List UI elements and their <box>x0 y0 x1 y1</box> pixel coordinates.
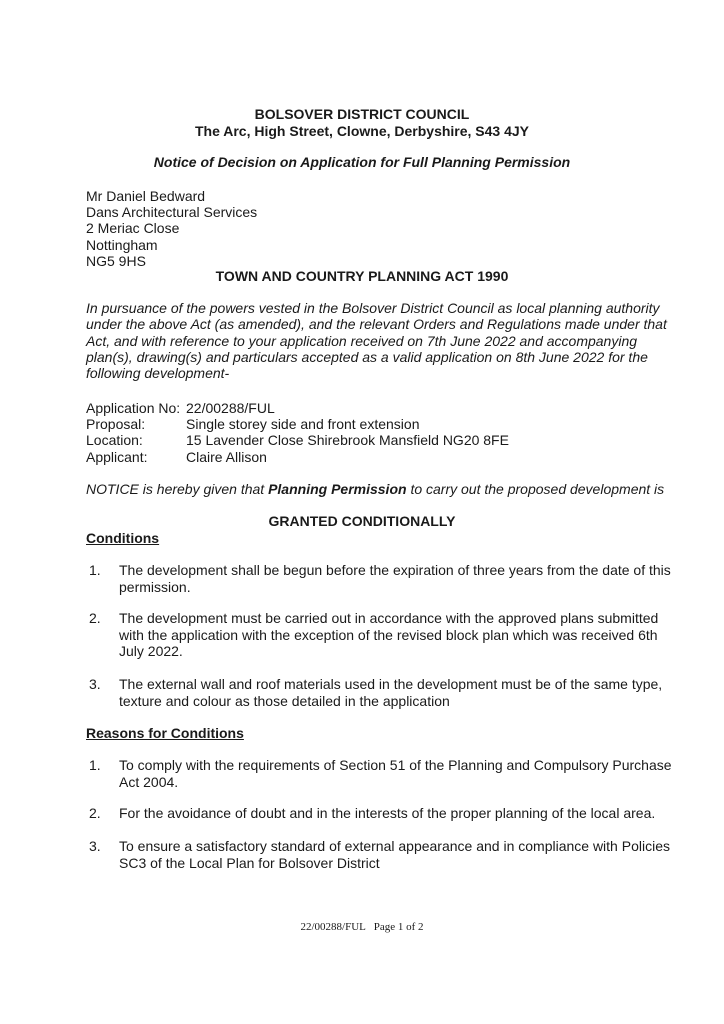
application-label: Application No: <box>86 400 181 416</box>
location-value: 15 Lavender Close Shirebrook Mansfield NG20 8FE <box>186 432 509 448</box>
recipient-postcode: NG5 9HS <box>86 253 146 269</box>
condition-number: 2. <box>89 610 101 626</box>
proposal-label: Proposal: <box>86 416 146 432</box>
reason-text: For the avoidance of doubt and in the interests of the proper planning of the local area. <box>119 805 656 821</box>
recipient-name: Mr Daniel Bedward <box>86 188 206 204</box>
notice-emphasis: Planning Permission <box>268 481 407 497</box>
decision: GRANTED CONDITIONALLY <box>268 513 456 529</box>
council-name: BOLSOVER DISTRICT COUNCIL <box>254 106 470 122</box>
condition-number: 1. <box>89 562 101 578</box>
reason-text: To ensure a satisfactory standard of external appearance and in compliance with Policies SC3 of the Local Plan for Bolsover District <box>119 838 670 871</box>
reason-number: 2. <box>89 805 101 821</box>
notice-title: Notice of Decision on Application for Full Planning Permission <box>153 154 571 170</box>
reasons-title: Reasons for Conditions <box>86 725 244 741</box>
applicant-label: Applicant: <box>86 449 148 465</box>
recipient-city: Nottingham <box>86 237 158 253</box>
intro-paragraph: In pursuance of the powers vested in the Bolsover District Council as local planning authority under the above Act (as amended), and the relevant Orders and Regulations made under that Act, and with reference to your application received on 7th June 2022 and accompanying plan(s), drawing(s) and particulars accepted as a valid application on 8th June 2022 for the following development- <box>86 300 667 382</box>
condition-text: The development shall be begun before the expiration of three years from the date of this permission. <box>119 562 671 595</box>
condition-text: The development must be carried out in accordance with the approved plans submitted with the application with the exception of the revised block plan which was received 6th July 2022. <box>119 610 659 659</box>
act-title: TOWN AND COUNTRY PLANNING ACT 1990 <box>215 268 509 284</box>
notice-statement <box>86 481 676 497</box>
reason-number: 3. <box>89 838 101 854</box>
reason-text: To comply with the requirements of Section 51 of the Planning and Compulsory Purchase Act 2004. <box>119 757 672 790</box>
applicant-value: Claire Allison <box>186 449 267 465</box>
page-footer: 22/00288/FUL Page 1 of 2 <box>300 921 424 933</box>
location-label: Location: <box>86 432 143 448</box>
condition-number: 3. <box>89 676 101 692</box>
notice-suffix: to carry out the proposed development is <box>406 481 665 497</box>
council-address: The Arc, High Street, Clowne, Derbyshire, S43 4JY <box>194 123 530 139</box>
conditions-title: Conditions <box>86 530 160 546</box>
recipient-company: Dans Architectural Services <box>86 204 258 220</box>
reason-number: 1. <box>89 757 101 773</box>
notice-prefix: NOTICE is hereby given that <box>86 481 269 497</box>
application-value: 22/00288/FUL <box>186 400 275 416</box>
condition-text: The external wall and roof materials used in the development must be of the same type, texture and colour as those detailed in the application <box>119 676 663 709</box>
recipient-street: 2 Meriac Close <box>86 220 180 236</box>
proposal-value: Single storey side and front extension <box>186 416 420 432</box>
